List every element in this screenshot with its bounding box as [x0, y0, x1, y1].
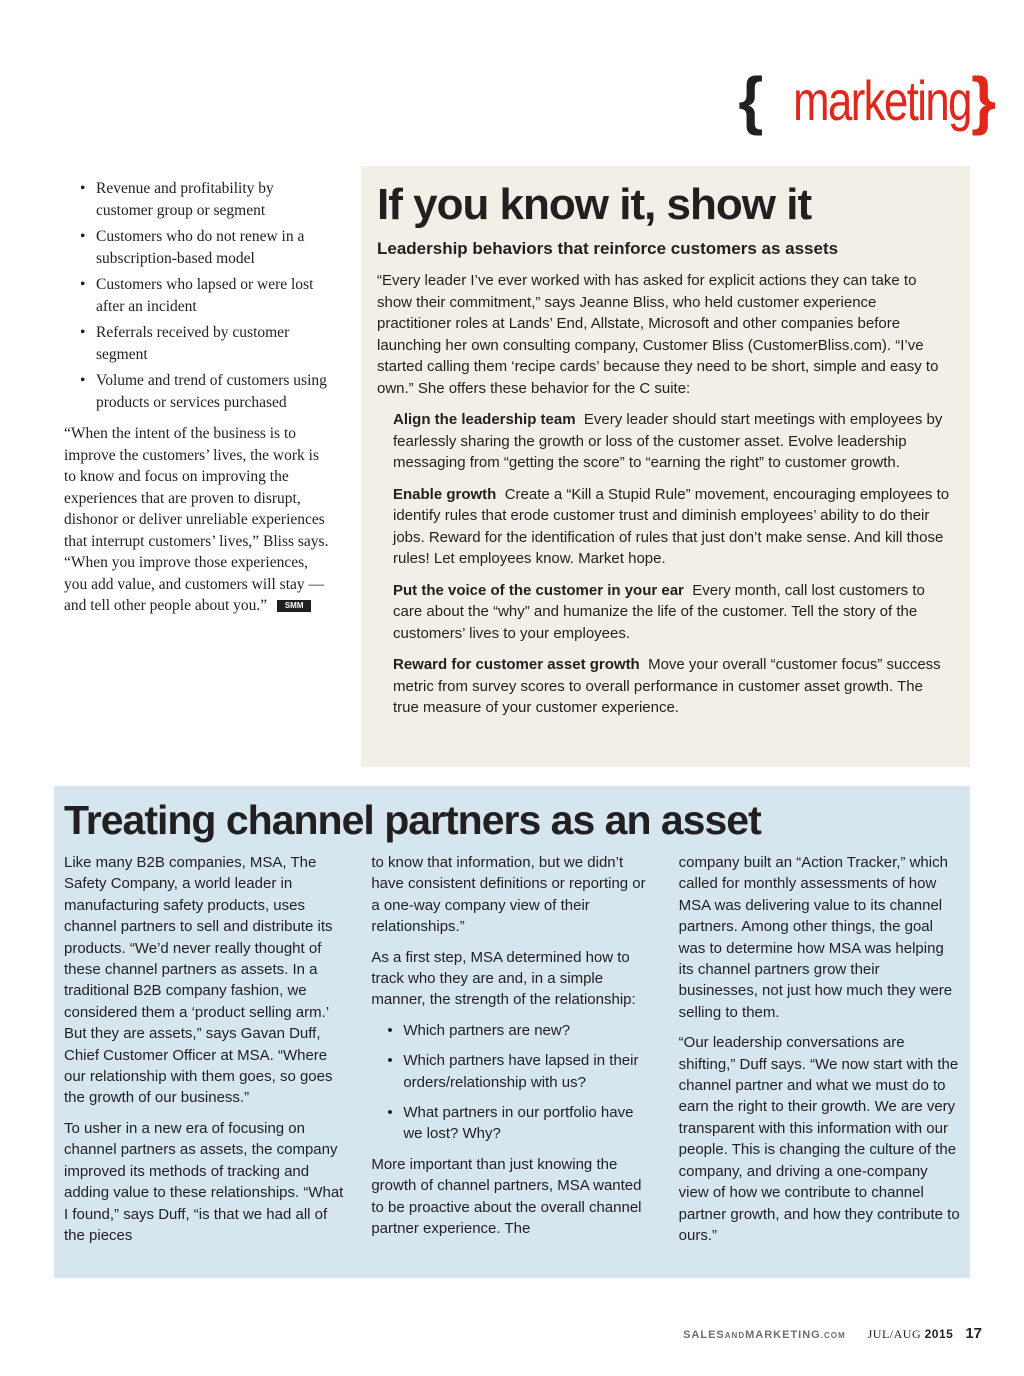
- behavior-item: [393, 654, 952, 719]
- sidebar-box: [361, 166, 970, 767]
- paragraph: Like many B2B companies, MSA, The Safety Company, a world leader in manufacturing safety products, uses channel partners to sell and distribute its products. “We’d never really thought of these channel partners as assets. In a traditional B2B company fashion, we considered them a ‘product selling arm.’ But they are assets,” says Gavan Duff, Chief Customer Officer at MSA. “Where our relationship with them goes, so goes the growth of our business.”: [64, 854, 333, 1107]
- site-name-part: AND: [724, 1331, 746, 1340]
- behavior-body: Move your overall “customer focus” success metric from survey scores to overall performance in customer asset growth. The true measure of your customer experience.: [393, 656, 941, 716]
- feature-box: [54, 786, 970, 1278]
- feature-column-3: [679, 852, 960, 1255]
- question-list: [371, 1020, 652, 1145]
- paragraph: As a first step, MSA determined how to track who they are and, in a simple manner, the strength of the relationship:: [371, 948, 636, 1009]
- feature-columns: [64, 852, 960, 1255]
- section-tag-open-bracket: {: [738, 64, 764, 136]
- behavior-item: [393, 484, 952, 570]
- list-item: • Revenue and profitability by customer group or segment: [64, 178, 334, 221]
- feature-column-2: [371, 852, 652, 1255]
- closing-quote-text: “When the intent of the business is to improve the customers’ lives, the work is to know and focus on improving the experiences that are proven to disrupt, dishonor or deliver unreliable experiences that interrupt customers’ lives,” Bliss says. “When you improve those experiences, you add value, and customers will stay — and tell other people about you.”: [64, 425, 329, 614]
- paragraph: “Our leadership conversations are shifting,” Duff says. “We now start with the channel partner and what we must do to earn the right to their growth. We are very transparent with this information with our people. This is changing the culture of the company, and driving a one-company view of how we contribute to channel partner growth, and how they contribute to ours.”: [678, 1034, 960, 1244]
- behavior-item: [393, 580, 952, 645]
- list-item: • Volume and trend of customers using products or services purchased: [64, 370, 334, 413]
- behavior-heading: Enable growth: [393, 485, 497, 503]
- behavior-heading: Reward for customer asset growth: [393, 656, 640, 673]
- behavior-item: [393, 409, 952, 474]
- left-column: [64, 178, 334, 617]
- site-name-part: SALES: [683, 1329, 725, 1341]
- feature-title: Treating channel partners as an asset: [64, 797, 761, 843]
- list-item: • Which partners have lapsed in their orders/relationship with us?: [371, 1050, 652, 1093]
- list-item: • Which partners are new?: [371, 1020, 652, 1041]
- sidebar-title: If you know it, show it: [377, 180, 812, 229]
- end-mark: SMM: [277, 600, 311, 612]
- section-tag: [738, 64, 996, 136]
- behavior-heading: Put the voice of the customer in your ear: [393, 581, 684, 599]
- list-item: • What partners in our portfolio have we lost? Why?: [371, 1102, 652, 1145]
- behavior-heading: Align the leadership team: [393, 411, 576, 428]
- sidebar-subtitle: Leadership behaviors that reinforce customers as assets: [377, 239, 839, 258]
- section-tag-close-bracket: }: [971, 64, 996, 136]
- list-item: • Customers who lapsed or were lost after an incident: [64, 274, 334, 317]
- metrics-list: [64, 178, 334, 413]
- paragraph: More important than just knowing the growth of channel partners, MSA wanted to be proactive about the overall channel partner experience. The: [371, 1155, 642, 1238]
- paragraph: To usher in a new era of focusing on channel partners as assets, the company improved its methods of tracking and adding value to these relationships. “What I found,” says Duff, “is that we had all of the pieces: [64, 1119, 344, 1244]
- section-tag-label: marketing: [793, 68, 972, 132]
- site-name-part: .COM: [820, 1331, 846, 1340]
- page-number: 17: [965, 1325, 982, 1342]
- page-footer: [683, 1325, 982, 1342]
- closing-quote: [64, 423, 334, 617]
- sidebar-intro: “Every leader I’ve ever worked with has asked for explicit actions they can take to show their commitment,” says Jeanne Bliss, who held customer experience practitioner roles at Lands’ End, Allstate, Microsoft and other companies before launching her own consulting company, Customer Bliss (CustomerBliss.com). “I’ve started calling them ‘recipe cards’ because they need to be short, simple and easy to own.” She offers these behavior for the C suite:: [377, 272, 939, 397]
- behavior-body: Every leader should start meetings with employees by fearlessly sharing the growth or loss of the customer asset. Evolve leadership messaging from “getting the score” to “earning the right” to customer growth.: [393, 411, 943, 471]
- issue-year: 2015: [924, 1327, 954, 1341]
- behavior-body: Create a “Kill a Stupid Rule” movement, encouraging employees to identify rules that erode customer trust and diminish employees’ ability to do their jobs. Reward for the identification of rules that just don’t make sense. And kill those rules! Let employees know. Market hope.: [393, 485, 950, 567]
- behavior-body: Every month, call lost customers to care about the “why” and humanize the life of the customer. Tell the story of the customers’ lives to your employees.: [393, 581, 925, 642]
- issue-month: JUL/AUG: [867, 1327, 922, 1341]
- list-item: • Referrals received by customer segment: [64, 322, 334, 365]
- paragraph: company built an “Action Tracker,” which called for monthly assessments of how MSA was delivering value to its channel partners. Among other things, the goal was to determine how MSA was helping its channel partners grow their businesses, not just how much they were selling to them.: [678, 854, 953, 1021]
- feature-column-1: [64, 852, 345, 1255]
- site-name: [683, 1329, 846, 1341]
- site-name-part: MARKETING: [745, 1329, 821, 1341]
- issue-date: [868, 1327, 954, 1342]
- list-item: • Customers who do not renew in a subscription-based model: [64, 226, 334, 269]
- paragraph: to know that information, but we didn’t have consistent definitions or reporting or a one-way company view of their relationships.”: [371, 854, 646, 936]
